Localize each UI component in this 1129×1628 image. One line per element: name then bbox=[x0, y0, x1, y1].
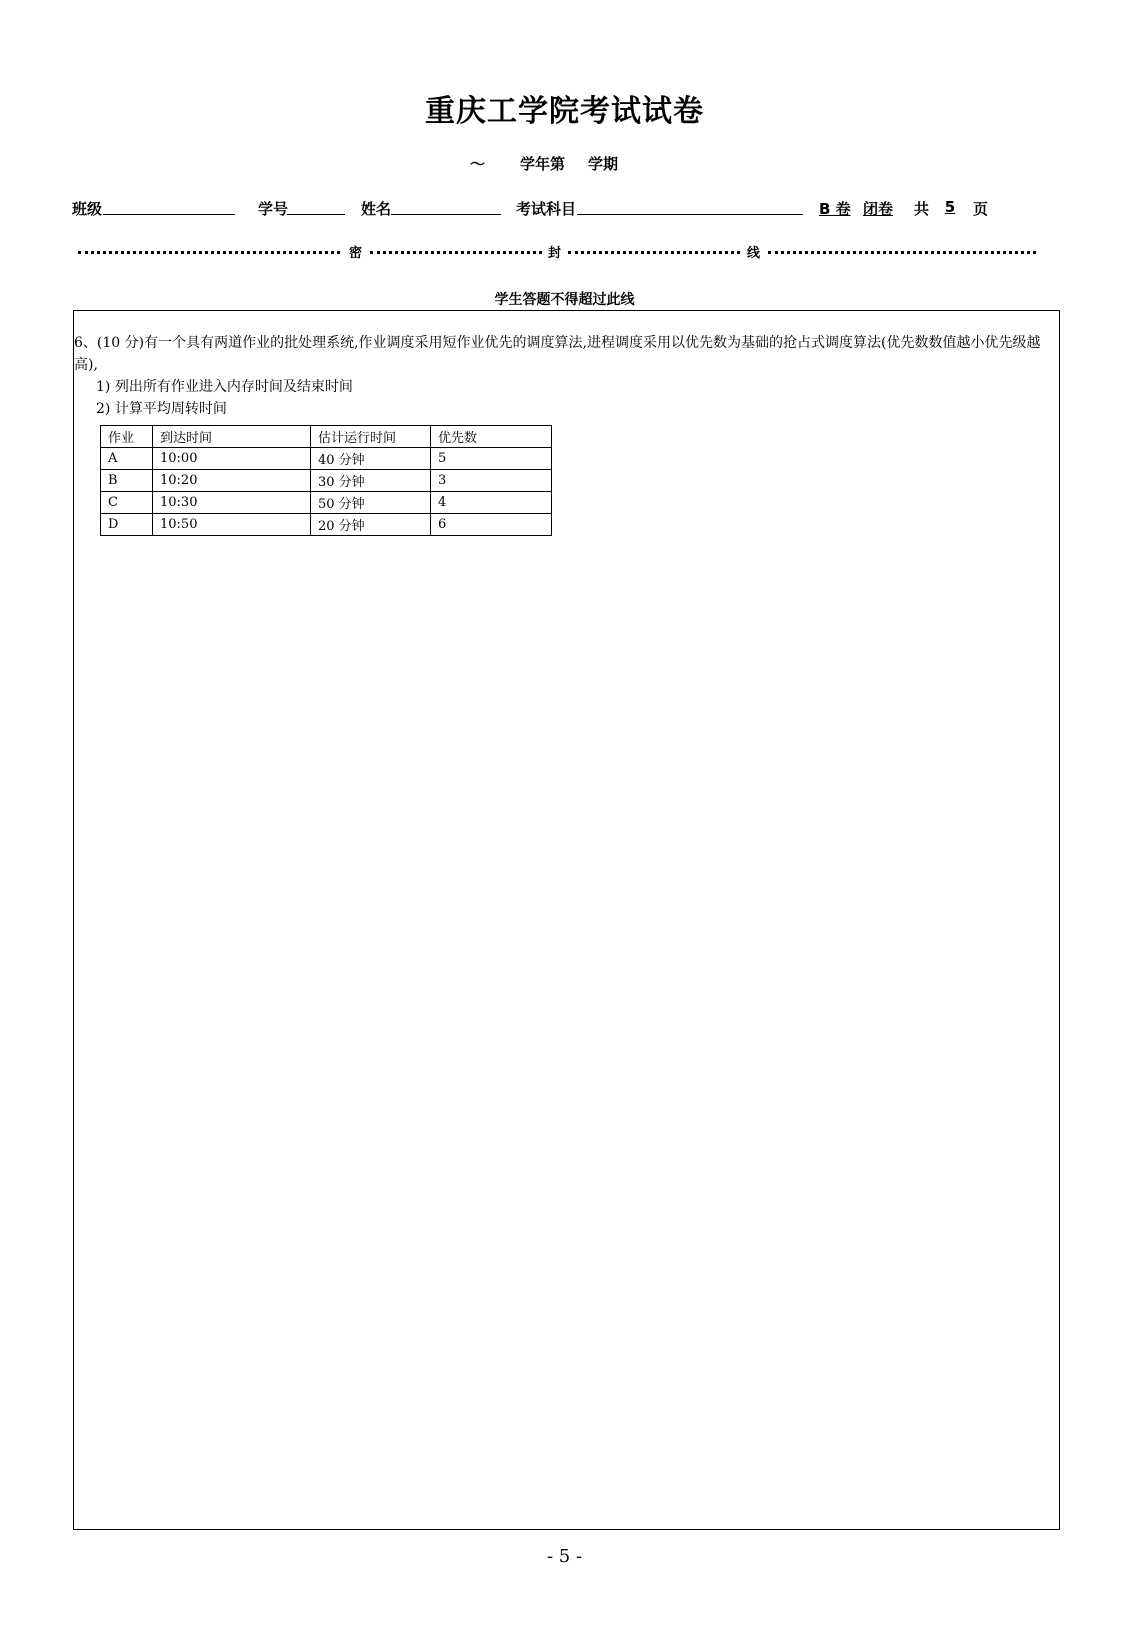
seal-char-feng: 封 bbox=[548, 246, 562, 261]
term-year-label: 学年第 bbox=[520, 155, 566, 173]
student-info-row bbox=[0, 198, 1129, 222]
table-header-cell: 作业 bbox=[101, 426, 153, 448]
table-cell: 30 分钟 bbox=[311, 470, 431, 492]
table-cell: 4 bbox=[431, 492, 552, 514]
name-field[interactable] bbox=[391, 212, 501, 215]
table-row bbox=[101, 448, 552, 470]
total-label: 共 bbox=[914, 200, 930, 218]
seal-dots-right bbox=[768, 251, 1036, 254]
table-cell: 20 分钟 bbox=[311, 514, 431, 536]
class-label: 班级 bbox=[72, 200, 103, 218]
student-id-field[interactable] bbox=[287, 212, 345, 215]
job-table bbox=[100, 425, 552, 536]
subject-label: 考试科目 bbox=[516, 200, 577, 218]
term-semester-label: 学期 bbox=[588, 155, 619, 173]
question-item-1: 1) 列出所有作业进入内存时间及结束时间 bbox=[96, 379, 353, 395]
table-row bbox=[101, 492, 552, 514]
table-header-cell: 优先数 bbox=[431, 426, 552, 448]
question-text: 6、(10 分)有一个具有两道作业的批处理系统,作业调度采用短作业优先的调度算法,进程调度采用以优先数为基础的抢占式调度算法(优先数数值越小优先级越高), bbox=[74, 335, 1041, 373]
question-6 bbox=[74, 332, 1059, 420]
table-cell: B bbox=[101, 470, 153, 492]
term-tilde: ～ bbox=[470, 155, 486, 173]
seal-char-xian: 线 bbox=[747, 246, 761, 261]
table-cell: A bbox=[101, 448, 153, 470]
exam-type: 闭卷 bbox=[863, 200, 894, 218]
seal-dots-middle-right bbox=[568, 251, 740, 254]
seal-dots-middle-left bbox=[370, 251, 542, 254]
table-header-cell: 到达时间 bbox=[153, 426, 311, 448]
seal-dots-left bbox=[78, 251, 340, 254]
table-cell: 10:30 bbox=[153, 492, 311, 514]
table-cell: 5 bbox=[431, 448, 552, 470]
student-id-label: 学号 bbox=[258, 200, 289, 218]
table-cell: 50 分钟 bbox=[311, 492, 431, 514]
table-cell: 10:00 bbox=[153, 448, 311, 470]
class-field[interactable] bbox=[103, 212, 235, 215]
table-row bbox=[101, 514, 552, 536]
table-cell: 10:20 bbox=[153, 470, 311, 492]
table-cell: 40 分钟 bbox=[311, 448, 431, 470]
subject-field[interactable] bbox=[577, 212, 803, 215]
table-header-cell: 估计运行时间 bbox=[311, 426, 431, 448]
name-label: 姓名 bbox=[361, 200, 392, 218]
table-cell: D bbox=[101, 514, 153, 536]
table-cell: 6 bbox=[431, 514, 552, 536]
table-cell: 3 bbox=[431, 470, 552, 492]
answer-box[interactable] bbox=[73, 310, 1060, 1530]
table-row bbox=[101, 470, 552, 492]
table-cell: C bbox=[101, 492, 153, 514]
question-item-2: 2) 计算平均周转时间 bbox=[96, 401, 227, 417]
pages-unit: 页 bbox=[973, 200, 989, 218]
exam-title: 重庆工学院考试试卷 bbox=[425, 94, 704, 129]
table-header-row bbox=[101, 426, 552, 448]
page-number: - 5 - bbox=[546, 1546, 583, 1567]
answer-line-notice: 学生答题不得超过此线 bbox=[494, 292, 635, 308]
total-pages: 5 bbox=[944, 198, 956, 216]
seal-char-mi: 密 bbox=[349, 246, 363, 261]
paper-type: B 卷 bbox=[819, 200, 851, 218]
seal-line bbox=[78, 242, 1038, 262]
table-cell: 10:50 bbox=[153, 514, 311, 536]
